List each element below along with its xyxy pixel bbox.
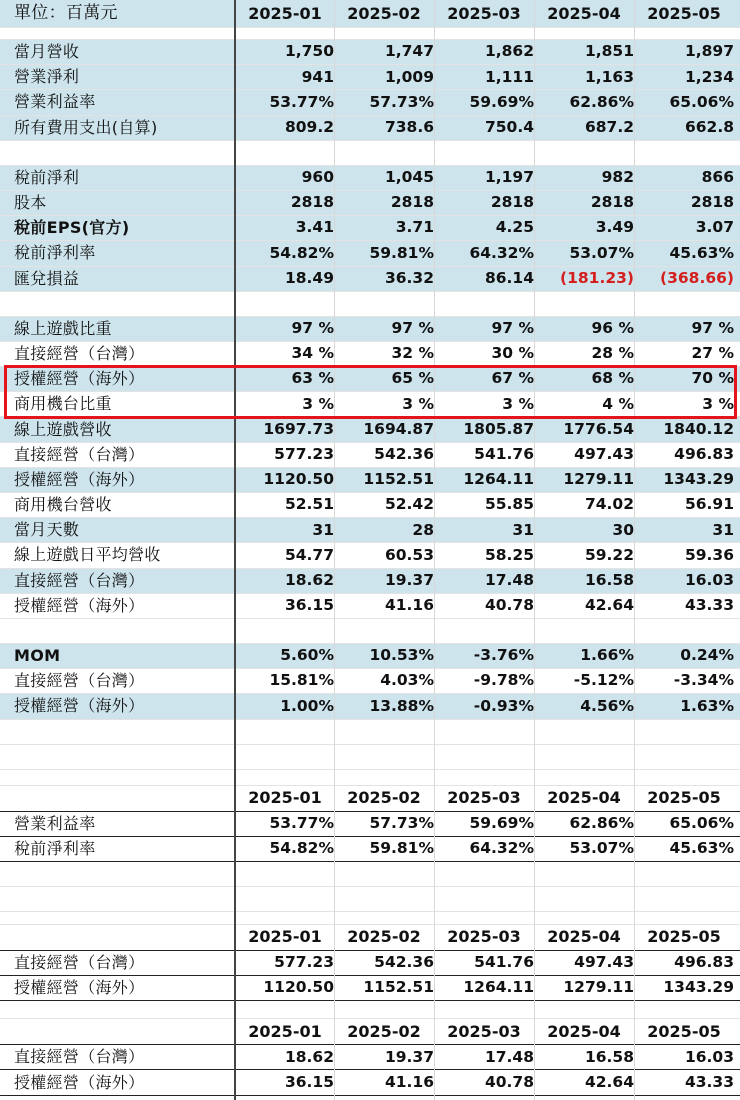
value-cell: 497.43 xyxy=(574,953,634,972)
row-label: 授權經營（海外） xyxy=(14,469,145,489)
value-cell: 3.71 xyxy=(395,218,434,237)
month-header: 2025-02 xyxy=(347,927,421,947)
row-label: 匯兌損益 xyxy=(14,268,80,288)
row-label: 線上遊戲營收 xyxy=(14,419,112,439)
month-header: 2025-04 xyxy=(547,927,621,947)
value-cell: 1,897 xyxy=(684,42,734,61)
table-row xyxy=(0,468,740,493)
month-header: 2025-05 xyxy=(647,3,721,23)
grid-line xyxy=(634,0,635,1100)
value-cell: (368.66) xyxy=(660,268,734,287)
row-label: 股本 xyxy=(14,193,47,213)
value-cell: -3.34% xyxy=(673,671,734,690)
month-header: 2025-05 xyxy=(647,1021,721,1041)
value-cell: 497.43 xyxy=(574,444,634,463)
row-label: 所有費用支出(自算) xyxy=(14,117,158,137)
value-cell: 59.36 xyxy=(684,545,734,564)
value-cell: 4 % xyxy=(602,394,634,413)
value-cell: 34 % xyxy=(291,344,334,363)
table-row xyxy=(0,951,740,976)
value-cell: 86.14 xyxy=(484,268,534,287)
table-row xyxy=(0,543,740,568)
value-cell: 97 % xyxy=(491,319,534,338)
row-label: 營業淨利 xyxy=(14,67,80,87)
value-cell: 62.86% xyxy=(569,92,634,111)
table-row xyxy=(0,443,740,468)
value-cell: 1120.50 xyxy=(263,470,334,489)
value-cell: (181.23) xyxy=(560,268,634,287)
value-cell: 541.76 xyxy=(474,953,534,972)
value-cell: 1,747 xyxy=(384,42,434,61)
value-cell: 53.07% xyxy=(569,839,634,858)
table-row xyxy=(0,166,740,191)
row-label: 授權經營（海外） xyxy=(14,1072,145,1092)
sub-table-header xyxy=(0,1019,740,1045)
value-cell: 41.16 xyxy=(384,596,434,615)
table-row xyxy=(0,644,740,669)
value-cell: 3 % xyxy=(302,394,334,413)
table-row xyxy=(0,317,740,342)
spacer-row xyxy=(0,862,740,887)
row-label: 稅前淨利率 xyxy=(14,838,96,858)
month-header: 2025-01 xyxy=(248,1021,322,1041)
month-header: 2025-03 xyxy=(447,3,521,23)
spacer-row xyxy=(0,292,740,317)
grid-line xyxy=(334,0,335,1100)
value-cell: 3.41 xyxy=(295,218,334,237)
value-cell: 1.63% xyxy=(680,696,734,715)
value-cell: 13.88% xyxy=(369,696,434,715)
value-cell: 3 % xyxy=(402,394,434,413)
value-cell: 43.33 xyxy=(684,1072,734,1091)
value-cell: -5.12% xyxy=(573,671,634,690)
value-cell: 96 % xyxy=(591,319,634,338)
value-cell: 31 xyxy=(712,520,734,539)
value-cell: 68 % xyxy=(591,369,634,388)
table-row xyxy=(0,837,740,862)
row-label: 商用機台營收 xyxy=(14,495,112,515)
value-cell: 2818 xyxy=(690,193,734,212)
month-header: 2025-04 xyxy=(547,3,621,23)
row-label: 授權經營（海外） xyxy=(14,696,145,716)
value-cell: 1694.87 xyxy=(363,419,434,438)
value-cell: 53.77% xyxy=(269,92,334,111)
value-cell: 1,750 xyxy=(284,42,334,61)
value-cell: 1.66% xyxy=(580,646,634,665)
value-cell: 542.36 xyxy=(374,953,434,972)
table-row xyxy=(0,367,740,392)
value-cell: 4.25 xyxy=(495,218,534,237)
value-cell: 16.58 xyxy=(584,570,634,589)
row-label: 授權經營（海外） xyxy=(14,369,145,389)
row-label xyxy=(14,786,236,811)
row-label: 直接經營（台灣） xyxy=(14,1047,145,1067)
value-cell: 74.02 xyxy=(584,495,634,514)
row-label: 直接經營（台灣） xyxy=(14,952,145,972)
column-separator xyxy=(234,0,236,1100)
value-cell: 18.49 xyxy=(284,268,334,287)
value-cell: 31 xyxy=(512,520,534,539)
value-cell: 1840.12 xyxy=(663,419,734,438)
table-row xyxy=(0,216,740,241)
row-label xyxy=(14,1019,236,1044)
value-cell: 97 % xyxy=(391,319,434,338)
value-cell: 2818 xyxy=(590,193,634,212)
value-cell: 1,163 xyxy=(584,67,634,86)
value-cell: 67 % xyxy=(491,369,534,388)
month-header: 2025-03 xyxy=(447,1021,521,1041)
table-row xyxy=(0,241,740,266)
row-label xyxy=(14,925,236,950)
value-cell: 18.62 xyxy=(284,1047,334,1066)
value-cell: 960 xyxy=(301,168,334,187)
value-cell: 52.51 xyxy=(284,495,334,514)
value-cell: 59.69% xyxy=(469,92,534,111)
value-cell: -0.93% xyxy=(473,696,534,715)
value-cell: 40.78 xyxy=(484,596,534,615)
value-cell: 62.86% xyxy=(569,813,634,832)
value-cell: 17.48 xyxy=(484,1047,534,1066)
value-cell: 70 % xyxy=(691,369,734,388)
value-cell: 59.81% xyxy=(369,243,434,262)
value-cell: 496.83 xyxy=(674,953,734,972)
value-cell: 3 % xyxy=(702,394,734,413)
table-row xyxy=(0,267,740,292)
table-row xyxy=(0,493,740,518)
table-row xyxy=(0,694,740,719)
value-cell: 58.25 xyxy=(484,545,534,564)
table-row xyxy=(0,40,740,65)
value-cell: 97 % xyxy=(691,319,734,338)
value-cell: 2818 xyxy=(390,193,434,212)
sub-table-header xyxy=(0,786,740,812)
spacer-row xyxy=(0,1001,740,1019)
value-cell: 941 xyxy=(301,67,334,86)
value-cell: 63 % xyxy=(291,369,334,388)
row-label: 直接經營（台灣） xyxy=(14,444,145,464)
grid-line xyxy=(434,0,435,1100)
value-cell: 15.81% xyxy=(269,671,334,690)
value-cell: 41.16 xyxy=(384,1072,434,1091)
value-cell: 1,862 xyxy=(484,42,534,61)
spacer-row xyxy=(0,770,740,786)
value-cell: 54.82% xyxy=(269,839,334,858)
value-cell: 1120.50 xyxy=(263,978,334,997)
row-label: 商用機台比重 xyxy=(14,394,112,414)
value-cell: 1279.11 xyxy=(563,978,634,997)
table-row xyxy=(0,812,740,837)
value-cell: 18.62 xyxy=(284,570,334,589)
month-header: 2025-03 xyxy=(447,788,521,807)
table-row xyxy=(0,594,740,619)
value-cell: 30 % xyxy=(491,344,534,363)
value-cell: 64.32% xyxy=(469,839,534,858)
value-cell: 1,234 xyxy=(684,67,734,86)
value-cell: 36.15 xyxy=(284,596,334,615)
value-cell: 31 xyxy=(312,520,334,539)
value-cell: 16.03 xyxy=(684,570,734,589)
value-cell: 5.60% xyxy=(280,646,334,665)
value-cell: 59.69% xyxy=(469,813,534,832)
value-cell: 65 % xyxy=(391,369,434,388)
value-cell: 4.03% xyxy=(380,671,434,690)
value-cell: 53.07% xyxy=(569,243,634,262)
spacer-row xyxy=(0,619,740,644)
value-cell: 36.15 xyxy=(284,1072,334,1091)
value-cell: 42.64 xyxy=(584,1072,634,1091)
value-cell: 866 xyxy=(701,168,734,187)
value-cell: 982 xyxy=(601,168,634,187)
value-cell: 43.33 xyxy=(684,596,734,615)
table-row xyxy=(0,1070,740,1095)
row-label: 直接經營（台灣） xyxy=(14,570,145,590)
value-cell: -3.76% xyxy=(473,646,534,665)
table-row xyxy=(0,569,740,594)
value-cell: 1152.51 xyxy=(363,978,434,997)
row-label: 直接經營（台灣） xyxy=(14,671,145,691)
table-row xyxy=(0,392,740,417)
value-cell: 2818 xyxy=(490,193,534,212)
table-row xyxy=(0,1045,740,1070)
value-cell: 3.07 xyxy=(695,218,734,237)
month-header: 2025-01 xyxy=(248,3,322,23)
value-cell: 0.24% xyxy=(680,646,734,665)
value-cell: 40.78 xyxy=(484,1072,534,1091)
value-cell: 60.53 xyxy=(384,545,434,564)
value-cell: 42.64 xyxy=(584,596,634,615)
grid-line xyxy=(534,0,535,1100)
value-cell: 30 xyxy=(612,520,634,539)
month-header: 2025-01 xyxy=(248,927,322,947)
month-header: 2025-03 xyxy=(447,927,521,947)
unit-label: 單位：百萬元 xyxy=(14,3,118,23)
month-header: 2025-05 xyxy=(647,788,721,807)
value-cell: 1.00% xyxy=(280,696,334,715)
row-label: 線上遊戲日平均營收 xyxy=(14,545,161,565)
value-cell: 45.63% xyxy=(669,243,734,262)
value-cell: 687.2 xyxy=(584,117,634,136)
value-cell: 662.8 xyxy=(684,117,734,136)
row-label: 線上遊戲比重 xyxy=(14,318,112,338)
month-header: 2025-04 xyxy=(547,788,621,807)
value-cell: 56.91 xyxy=(684,495,734,514)
value-cell: 1279.11 xyxy=(563,470,634,489)
value-cell: 1343.29 xyxy=(663,470,734,489)
spacer-row xyxy=(0,28,740,40)
table-row xyxy=(0,90,740,115)
value-cell: 10.53% xyxy=(369,646,434,665)
table-row xyxy=(0,342,740,367)
value-cell: 57.73% xyxy=(369,813,434,832)
value-cell: 1,851 xyxy=(584,42,634,61)
month-header: 2025-02 xyxy=(347,3,421,23)
value-cell: 54.82% xyxy=(269,243,334,262)
value-cell: 541.76 xyxy=(474,444,534,463)
value-cell: 27 % xyxy=(691,344,734,363)
value-cell: 3 % xyxy=(502,394,534,413)
spacer-row xyxy=(0,141,740,166)
row-label: 稅前淨利 xyxy=(14,167,80,187)
value-cell: 1805.87 xyxy=(463,419,534,438)
row-label: 授權經營（海外） xyxy=(14,978,145,998)
value-cell: 36.32 xyxy=(384,268,434,287)
value-cell: 19.37 xyxy=(384,1047,434,1066)
value-cell: 542.36 xyxy=(374,444,434,463)
sub-table-header xyxy=(0,925,740,951)
row-label: 直接經營（台灣） xyxy=(14,343,145,363)
value-cell: 59.22 xyxy=(584,545,634,564)
month-header: 2025-04 xyxy=(547,1021,621,1041)
value-cell: 32 % xyxy=(391,344,434,363)
value-cell: 59.81% xyxy=(369,839,434,858)
row-label: 當月營收 xyxy=(14,42,80,62)
table-row xyxy=(0,116,740,141)
row-label: 營業利益率 xyxy=(14,92,96,112)
month-header: 2025-02 xyxy=(347,1021,421,1041)
row-label: MOM xyxy=(14,646,61,666)
value-cell: 1264.11 xyxy=(463,470,534,489)
month-header: 2025-01 xyxy=(248,788,322,807)
table-row xyxy=(0,65,740,90)
value-cell: 97 % xyxy=(291,319,334,338)
value-cell: 54.77 xyxy=(284,545,334,564)
row-label: 當月天數 xyxy=(14,520,80,540)
spacer-row xyxy=(0,720,740,745)
value-cell: 65.06% xyxy=(669,813,734,832)
value-cell: 738.6 xyxy=(384,117,434,136)
value-cell: 577.23 xyxy=(274,444,334,463)
value-cell: 17.48 xyxy=(484,570,534,589)
row-label: 稅前淨利率 xyxy=(14,243,96,263)
value-cell: 45.63% xyxy=(669,839,734,858)
value-cell: 55.85 xyxy=(484,495,534,514)
row-label: 稅前EPS(官方) xyxy=(14,218,130,238)
value-cell: 3.49 xyxy=(595,218,634,237)
spacer-row xyxy=(0,887,740,912)
value-cell: 750.4 xyxy=(484,117,534,136)
value-cell: 1,045 xyxy=(384,168,434,187)
value-cell: 1,197 xyxy=(484,168,534,187)
value-cell: 809.2 xyxy=(284,117,334,136)
value-cell: 1697.73 xyxy=(263,419,334,438)
month-header: 2025-02 xyxy=(347,788,421,807)
value-cell: 16.58 xyxy=(584,1047,634,1066)
value-cell: 4.56% xyxy=(580,696,634,715)
spacer-row xyxy=(0,745,740,770)
value-cell: 577.23 xyxy=(274,953,334,972)
value-cell: 53.77% xyxy=(269,813,334,832)
table-row xyxy=(0,976,740,1001)
value-cell: 496.83 xyxy=(674,444,734,463)
value-cell: 57.73% xyxy=(369,92,434,111)
value-cell: 52.42 xyxy=(384,495,434,514)
value-cell: 2818 xyxy=(290,193,334,212)
value-cell: 1776.54 xyxy=(563,419,634,438)
value-cell: 64.32% xyxy=(469,243,534,262)
value-cell: -9.78% xyxy=(473,671,534,690)
spacer-row xyxy=(0,912,740,925)
month-header: 2025-05 xyxy=(647,927,721,947)
value-cell: 19.37 xyxy=(384,570,434,589)
value-cell: 65.06% xyxy=(669,92,734,111)
value-cell: 1264.11 xyxy=(463,978,534,997)
value-cell: 1343.29 xyxy=(663,978,734,997)
value-cell: 1152.51 xyxy=(363,470,434,489)
value-cell: 1,009 xyxy=(384,67,434,86)
value-cell: 16.03 xyxy=(684,1047,734,1066)
table-row xyxy=(0,669,740,694)
value-cell: 28 xyxy=(412,520,434,539)
row-label: 營業利益率 xyxy=(14,813,96,833)
header-row xyxy=(0,0,740,28)
value-cell: 1,111 xyxy=(484,67,534,86)
table-row xyxy=(0,518,740,543)
value-cell: 28 % xyxy=(591,344,634,363)
table-row xyxy=(0,191,740,216)
row-label: 授權經營（海外） xyxy=(14,595,145,615)
table-row xyxy=(0,417,740,442)
